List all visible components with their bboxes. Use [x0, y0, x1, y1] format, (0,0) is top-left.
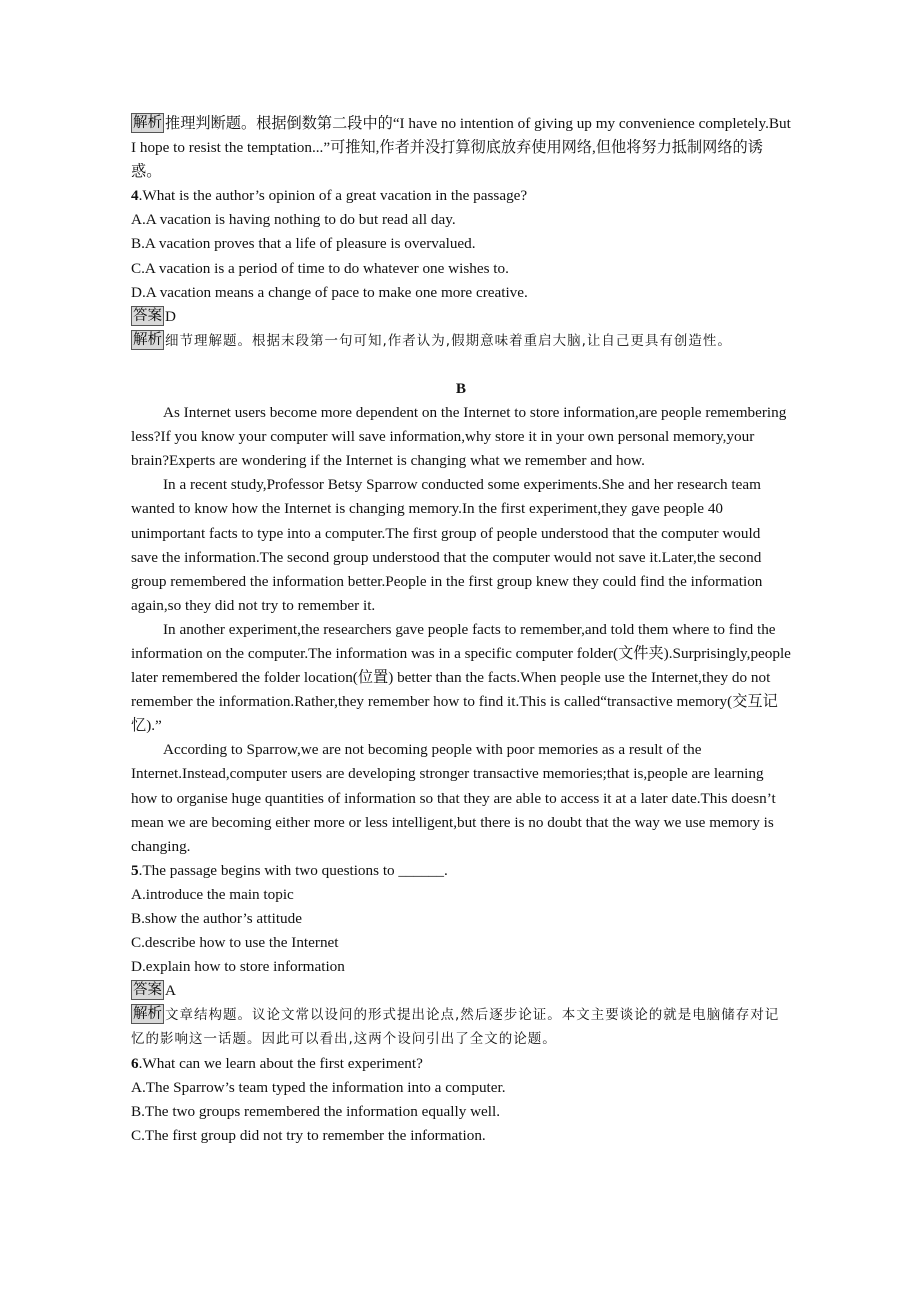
analysis-row [131, 1003, 791, 1051]
question-number: 5 [131, 861, 139, 879]
answer-value: A [165, 982, 176, 1000]
question-text: .What can we learn about the first experiment? [138, 1054, 423, 1072]
question-number: 4 [131, 187, 139, 205]
option-a: A.A vacation is having nothing to do but read all day. [131, 211, 456, 229]
question-stem [131, 859, 791, 883]
question-stem [131, 184, 791, 208]
option-a: A.introduce the main topic [131, 885, 294, 903]
option-a: A.The Sparrow’s team typed the information into a computer. [131, 1078, 506, 1096]
passage-paragraph: In another experiment,the researchers gave people facts to remember,and told them where to find the information on the computer.The information was in a specific computer folder(文件夹).Surprisingly,people later remembered the folder location(位置) better than the facts.When people use the Internet,they do not remember the information.Rather,they remember how to find it.This is called“transactive memory(交互记忆).” [131, 620, 791, 735]
analysis-label: 解析 [133, 1006, 162, 1023]
document-page [131, 112, 791, 1148]
analysis-text: 细节理解题。根据末段第一句可知,作者认为,假期意味着重启大脑,让自己更具有创造性。 [165, 332, 732, 349]
question-stem [131, 1052, 791, 1076]
option-b: B.show the author’s attitude [131, 910, 302, 927]
answer-label: 答案 [133, 982, 162, 999]
passage-paragraph: In a recent study,Professor Betsy Sparrow conducted some experiments.She and her research team wanted to know how the Internet is changing memory.In the first experiment,they gave people 40 unimportant facts to type into a computer.The first group of people understood that the computer would save the information.The second group understood that the computer would not save it.Later,the second group remembered the information better.People in the first group knew they could find the information again,so they did not try to remember it. [131, 476, 763, 614]
option-b: B.A vacation proves that a life of pleasure is overvalued. [131, 235, 476, 253]
option-c: C.The first group did not try to remember the information. [131, 1126, 486, 1144]
option-d: D.explain how to store information [131, 958, 345, 976]
analysis-text: 推理判断题。根据倒数第二段中的“I have no intention of giving up my convenience completely.But I hope to resist the temptation...”可推知,作者并没打算彻底放弃使用网络,但他将努力抵制网络的诱惑。 [131, 115, 791, 181]
analysis-text: 文章结构题。议论文常以设问的形式提出论点,然后逐步论证。本文主要谈论的就是电脑储存对记忆的影响这一话题。因此可以看出,这两个设问引出了全文的论题。 [131, 1007, 780, 1048]
section-title: B [455, 379, 467, 397]
question-5 [131, 859, 791, 1052]
analysis-row [131, 329, 791, 353]
answer-label: 答案 [133, 307, 162, 324]
answer-value: D [165, 307, 176, 325]
option-c: C.A vacation is a period of time to do whatever one wishes to. [131, 259, 509, 277]
option-b: B.The two groups remembered the information equally well. [131, 1102, 501, 1120]
analysis-label: 解析 [133, 331, 162, 348]
question-6 [131, 1052, 791, 1148]
option-c: C.describe how to use the Internet [131, 934, 339, 952]
option-d: D.A vacation means a change of pace to make one more creative. [131, 283, 528, 301]
passage-paragraph: As Internet users become more dependent on the Internet to store information,are people remembering less?If you know your computer will save information,why store it in your own personal memory,your brain?Experts are wondering if the Internet is changing what we remember and how. [131, 404, 787, 470]
question-4 [131, 184, 791, 353]
question-text: .The passage begins with two questions to ______. [138, 861, 448, 879]
q3-analysis [131, 112, 791, 184]
analysis-label: 解析 [133, 115, 162, 131]
passage-paragraph: According to Sparrow,we are not becoming people with poor memories as a result of the Internet.Instead,computer users are developing stronger transactive memories;that is,people are learning how to organise huge quantities of information so that they are able to access it at a later date.This doesn’t mean we are becoming either more or less intelligent,but there is no doubt that the way we use memory is changing. [131, 741, 776, 855]
question-text: .What is the author’s opinion of a great vacation in the passage? [138, 187, 528, 205]
question-number: 6 [131, 1054, 139, 1072]
answer-row [131, 979, 791, 1003]
passage-b [131, 401, 791, 859]
answer-row [131, 305, 791, 329]
